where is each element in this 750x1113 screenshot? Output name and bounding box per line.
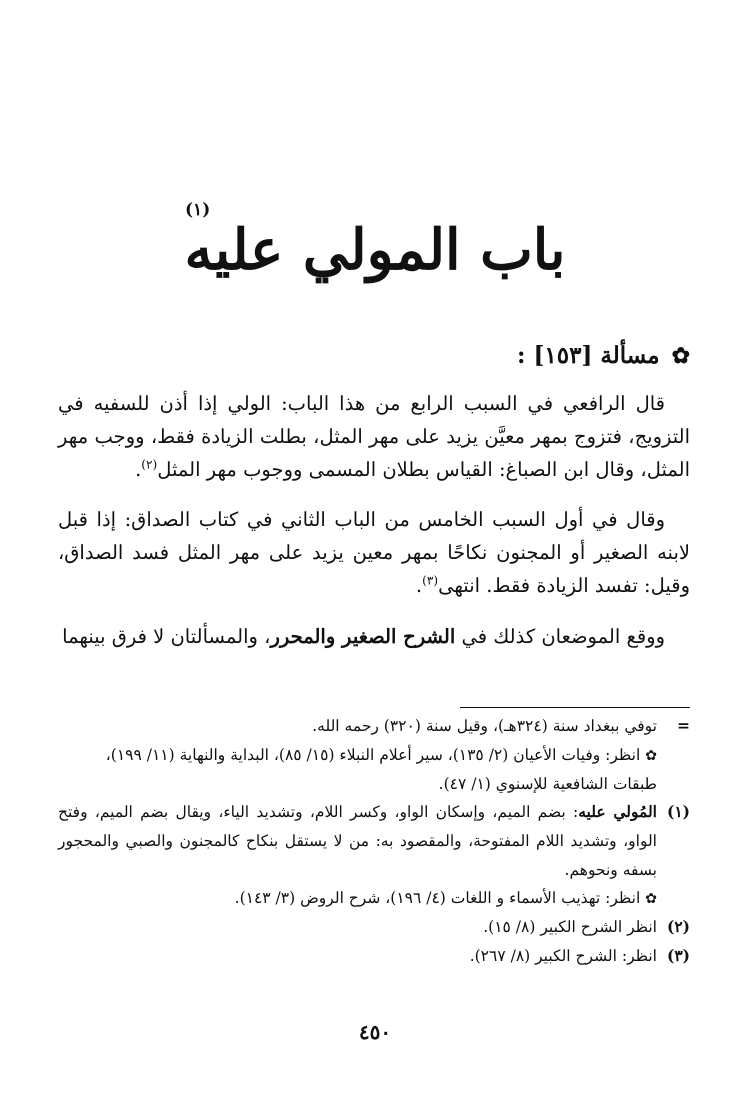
main-text — [58, 388, 690, 653]
paragraph-1 — [58, 388, 690, 486]
continuation-sources — [58, 741, 690, 799]
footnote-ref-2[interactable]: (٢) — [141, 457, 158, 471]
footnote-1-number: (١) — [666, 802, 690, 822]
continuation-sources-text: انظر: وفيات الأعيان (٢/ ١٣٥)، سير أعلام النبلاء (١٥/ ٨٥)، البداية والنهاية (١١/ ١٩٩)، طبقات الشافعية للإسنوي (١/ ٤٧). — [105, 745, 657, 793]
paragraph-3 — [58, 621, 690, 654]
footnote-3 — [58, 942, 690, 971]
continuation-text: توفي ببغداد سنة (٣٢٤هـ)، وقيل سنة (٣٢٠) رحمه الله. — [312, 717, 657, 735]
footnote-1 — [58, 798, 690, 884]
footnote-3-number: (٣) — [666, 945, 690, 965]
star-icon: ✿ — [645, 891, 657, 908]
rosette-icon: ✿ — [671, 343, 690, 369]
issue-heading — [517, 338, 690, 375]
footnote-1-sources — [58, 884, 690, 913]
page-number: ٤٥٠ — [358, 1020, 392, 1044]
footnote-1-sources-text: انظر: تهذيب الأسماء و اللغات (٤/ ١٩٦)، شرح الروض (٣/ ١٤٣). — [234, 889, 641, 908]
footnote-continuation — [58, 712, 690, 741]
continuation-marker: = — [677, 716, 690, 735]
footnote-separator — [460, 707, 690, 708]
footnotes — [58, 712, 690, 970]
footnote-3-text: انظر: الشرح الكبير (٨/ ٢٦٧). — [469, 946, 657, 965]
footnote-2 — [58, 913, 690, 942]
paragraph-3-end: ، والمسألتان لا فرق بينهما — [62, 624, 271, 648]
paragraph-3-start: ووقع الموضعان كذلك في — [455, 624, 665, 648]
issue-label: مسألة [١٥٣] : — [517, 342, 660, 369]
chapter-footnote-ref[interactable]: (١) — [185, 200, 211, 220]
paragraph-2-text: وقال في أول السبب الخامس من الباب الثاني في كتاب الصداق: إذا قبل لابنه الصغير أو المجنون نكاحًا بمهر معين يزيد على مهر المثل فسد الصداق، وقيل: تفسد الزيادة فقط. انتهى — [58, 508, 690, 597]
chapter-heading — [0, 200, 750, 310]
footnote-1-term: المُولي عليه — [578, 802, 657, 822]
footnote-2-number: (٢) — [666, 917, 690, 937]
paragraph-1-text: قال الرافعي في السبب الرابع من هذا الباب: الولي إذا أذن للسفيه في التزويج، فتزوج بمهر معيَّن يزيد على مهر المثل، بطلت الزيادة فقط، ووجب مهر المثل، وقال ابن الصباغ: القياس بطلان المسمى ووجوب مهر المثل — [58, 392, 690, 481]
paragraph-2-end: . — [415, 573, 423, 597]
paragraph-2 — [58, 504, 690, 602]
footnote-2-text: انظر الشرح الكبير (٨/ ١٥). — [483, 918, 657, 937]
chapter-title: باب المولي عليه — [184, 217, 566, 283]
footnote-1-text: : بضم الميم، وإسكان الواو، وكسر اللام، وتشديد الياء، ويقال بضم الميم، وفتح الواو، وتشديد اللام المفتوحة، والمقصود به: من لا يستقل بنكاح كالمجنون والصبي والمحجور بسفه ونحوهم. — [58, 803, 657, 879]
star-icon: ✿ — [645, 747, 657, 764]
paragraph-1-end: . — [135, 457, 142, 481]
footnote-ref-3[interactable]: (٣) — [422, 573, 439, 588]
paragraph-3-bold: الشرح الصغير والمحرر — [270, 624, 456, 648]
